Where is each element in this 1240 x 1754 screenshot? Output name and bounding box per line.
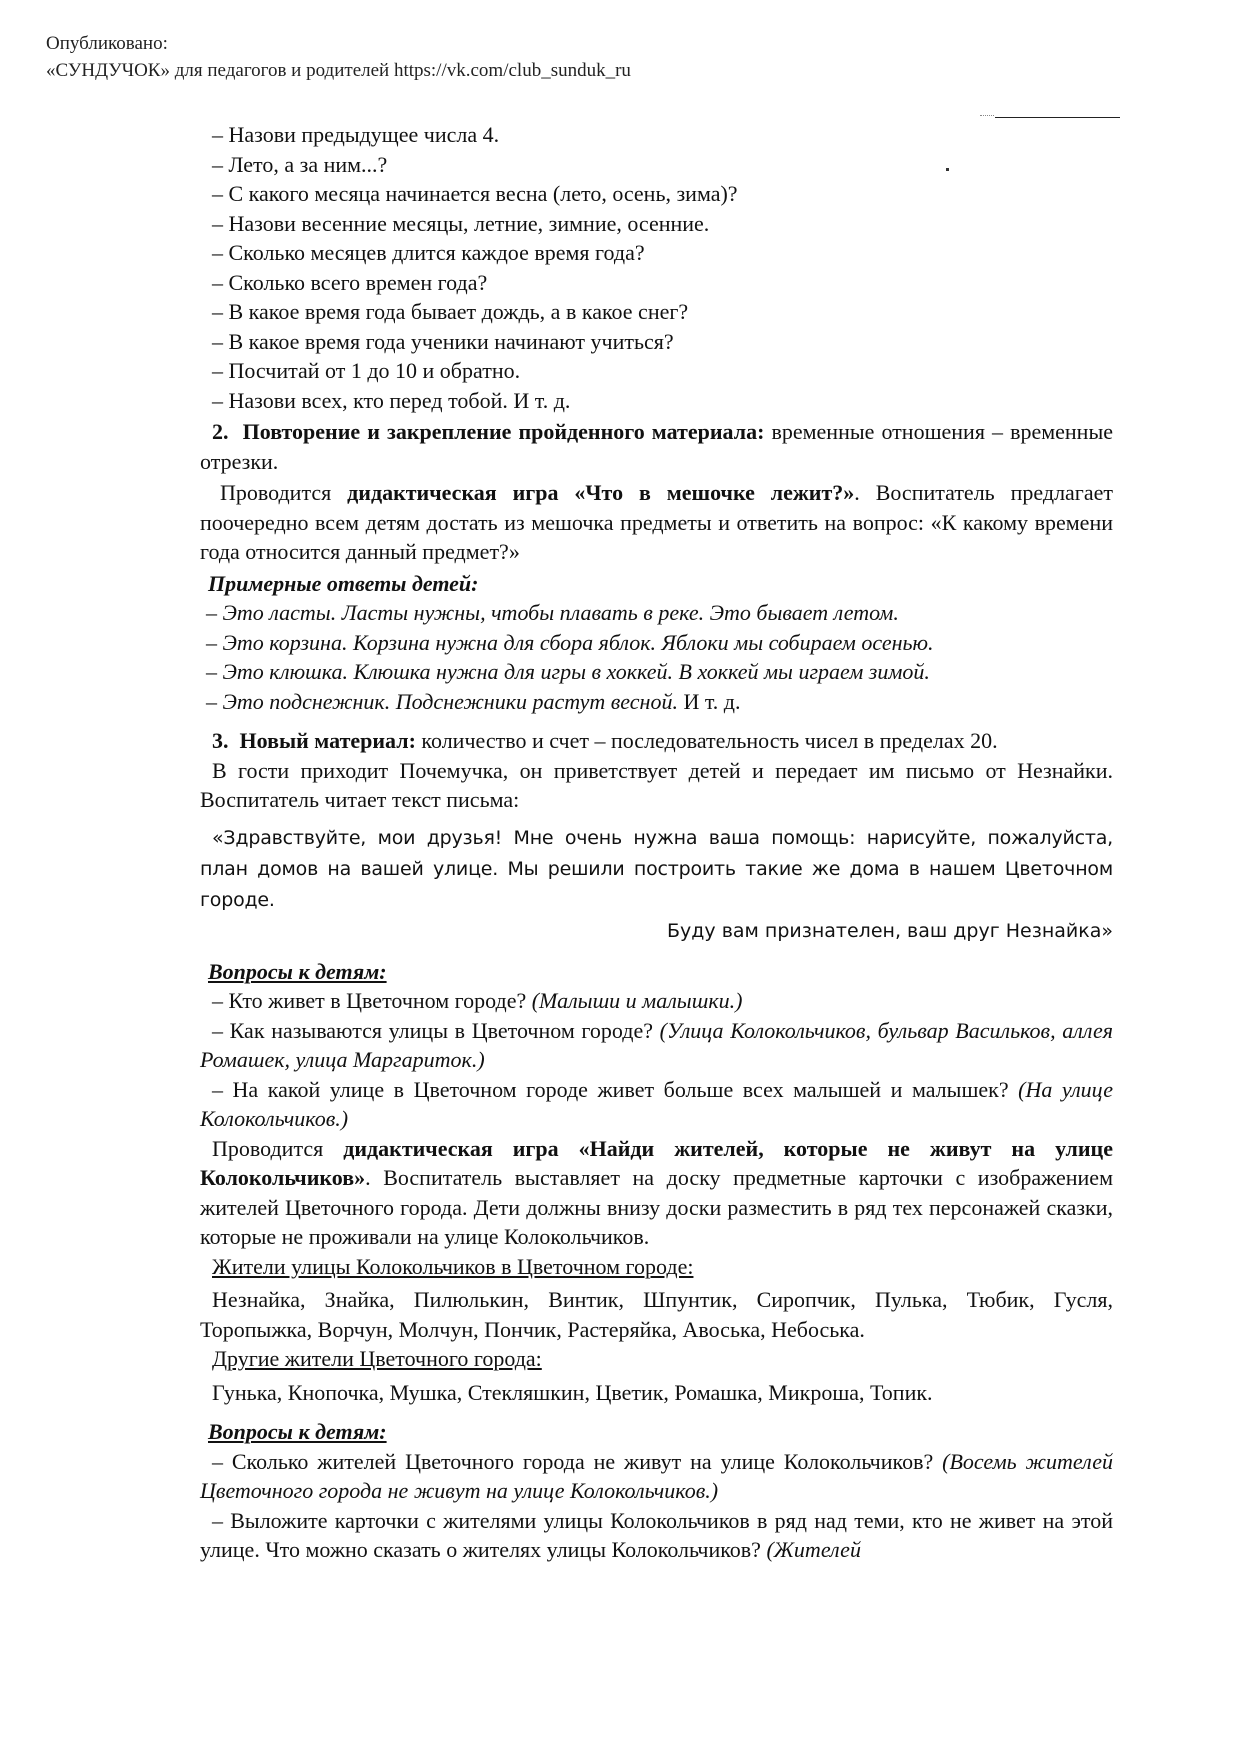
list-item: – Это ласты. Ласты нужны, чтобы плавать в реке. Это бывает летом.: [206, 600, 899, 625]
list-item: – С какого месяца начинается весна (лето, осень, зима)?: [212, 181, 738, 206]
questions2-heading: Вопросы к детям:: [208, 1419, 387, 1444]
qa-item: [200, 1506, 1113, 1565]
heading-text: Жители улицы Колокольчиков в Цветочном городе:: [212, 1253, 694, 1279]
questions-heading: Вопросы к детям:: [208, 958, 387, 984]
text-run: Проводится: [212, 1135, 344, 1161]
others-list: Гунька, Кнопочка, Мушка, Стекляшкин, Цветик, Ромашка, Микроша, Топик.: [212, 1379, 933, 1405]
letter-signature: Буду вам признателен, ваш друг Незнайка»: [667, 919, 1113, 942]
answer-tail: И т. д.: [677, 688, 741, 714]
text-run: . Воспитатель предлагает поочередно всем детям достать из мешочка предметы и ответить на вопрос: «К какому времени года относится данный предмет?»: [200, 480, 1113, 564]
heading-text: Другие жители Цветочного города:: [212, 1346, 542, 1371]
publication-header: [46, 30, 631, 84]
qa-item: [200, 1016, 1113, 1075]
qa-item: [200, 1075, 1113, 1134]
list-item: – Назови предыдущее числа 4.: [212, 122, 500, 147]
list-item: – Это корзина. Корзина нужна для сбора яблок. Яблоки мы собираем осенью.: [206, 629, 934, 655]
letter-text: «Здравствуйте, мои друзья! Мне очень нужна ваша помощь: нарисуйте, пожалуйста, план домов на вашей улице. Мы решили построить такие же дома в нашем Цветочном городе.: [200, 826, 1113, 911]
section-2-heading: [200, 417, 1113, 476]
scan-artifact-dots: [980, 115, 994, 116]
qa-item: [200, 986, 1113, 1016]
list-item: – Назови всех, кто перед тобой. И т. д.: [212, 387, 571, 413]
questions-list: [200, 120, 1113, 415]
section-number: 2.: [212, 419, 229, 444]
qa-item: [200, 1447, 1113, 1506]
list-item: – Это клюшка. Клюшка нужна для игры в хоккей. В хоккей мы играем зимой.: [206, 659, 930, 684]
section-title: Новый материал:: [239, 728, 416, 753]
answer: (На улице Колокольчиков.): [200, 1076, 1113, 1131]
text-run: . Воспитатель выставляет на доску предметные карточки с изображением жителей Цветочного города. Дети должны внизу доски разместить в ряд тех персонажей сказки, которые не проживали на улице Колокольчиков.: [200, 1165, 1113, 1249]
game-name: дидактическая игра «Найди жителей, которые не живут на улице Колокольчиков»: [200, 1135, 1113, 1190]
game-paragraph: [200, 478, 1113, 567]
question: – На какой улице в Цветочном городе живет больше всех малышей и малышек?: [212, 1076, 1019, 1102]
section-text: количество и счет – последовательность чисел в пределах 20.: [415, 728, 998, 753]
residents-heading: [200, 1252, 1113, 1282]
list-item: – Посчитай от 1 до 10 и обратно.: [212, 358, 521, 383]
answer: (Улица Колокольчиков, бульвар Васильков, аллея Ромашек, улица Маргариток.): [200, 1017, 1113, 1072]
answers-list: [200, 598, 1113, 716]
list-item: – В какое время года ученики начинают учиться?: [212, 328, 674, 354]
section-3-heading: [200, 726, 1113, 756]
published-label: Опубликовано:: [46, 33, 168, 54]
answer: (Восемь жителей Цветочного города не живут на улице Колокольчиков.): [200, 1448, 1113, 1503]
list-item: [200, 687, 1113, 717]
text-run: Проводится: [220, 480, 348, 505]
publisher-line: «СУНДУЧОК» для педагогов и родителей https://vk.com/club_sunduk_ru: [46, 60, 631, 81]
answer-text: – Это подснежник. Подснежники растут весной.: [206, 688, 678, 714]
answer: (Жителей: [766, 1537, 861, 1562]
list-item: – Лето, а за ним...?: [212, 151, 388, 177]
others-heading: [200, 1344, 1113, 1374]
list-item: – Назови весенние месяцы, летние, зимние, осенние.: [212, 210, 710, 236]
question: – Как называются улицы в Цветочном городе?: [212, 1017, 660, 1043]
answers-heading: Примерные ответы детей:: [208, 570, 479, 596]
document-body: [200, 120, 1113, 1565]
intro-paragraph: В гости приходит Почемучка, он приветствует детей и передает им письмо от Незнайки. Воспитатель читает текст письма:: [200, 757, 1113, 812]
question: – Выложите карточки с жителями улицы Колокольчиков в ряд над теми, кто не живет на этой улице. Что можно сказать о жителях улицы Колокольчиков?: [200, 1507, 1113, 1562]
question: – Сколько жителей Цветочного города не живут на улице Колокольчиков?: [212, 1448, 943, 1474]
game-name: дидактическая игра «Что в мешочке лежит?»: [347, 480, 855, 505]
top-rule: [995, 117, 1120, 118]
section-title: Повторение и закрепление пройденного материала:: [242, 419, 765, 444]
list-item: – Сколько всего времен года?: [212, 269, 488, 295]
section-number: 3.: [212, 728, 229, 753]
list-item: – В какое время года бывает дождь, а в какое снег?: [212, 299, 689, 324]
list-item: – Сколько месяцев длится каждое время года?: [212, 240, 645, 265]
answer: (Малыши и малышки.): [531, 988, 743, 1013]
question: – Кто живет в Цветочном городе?: [212, 988, 532, 1013]
section-text: временные отношения – временные отрезки.: [200, 419, 1113, 474]
residents-list: Незнайка, Знайка, Пилюлькин, Винтик, Шпунтик, Сиропчик, Пулька, Тюбик, Гусля, Торопыжка, Ворчун, Молчун, Пончик, Растеряйка, Авоська, Небоська.: [200, 1287, 1113, 1342]
game2-paragraph: [200, 1134, 1113, 1252]
